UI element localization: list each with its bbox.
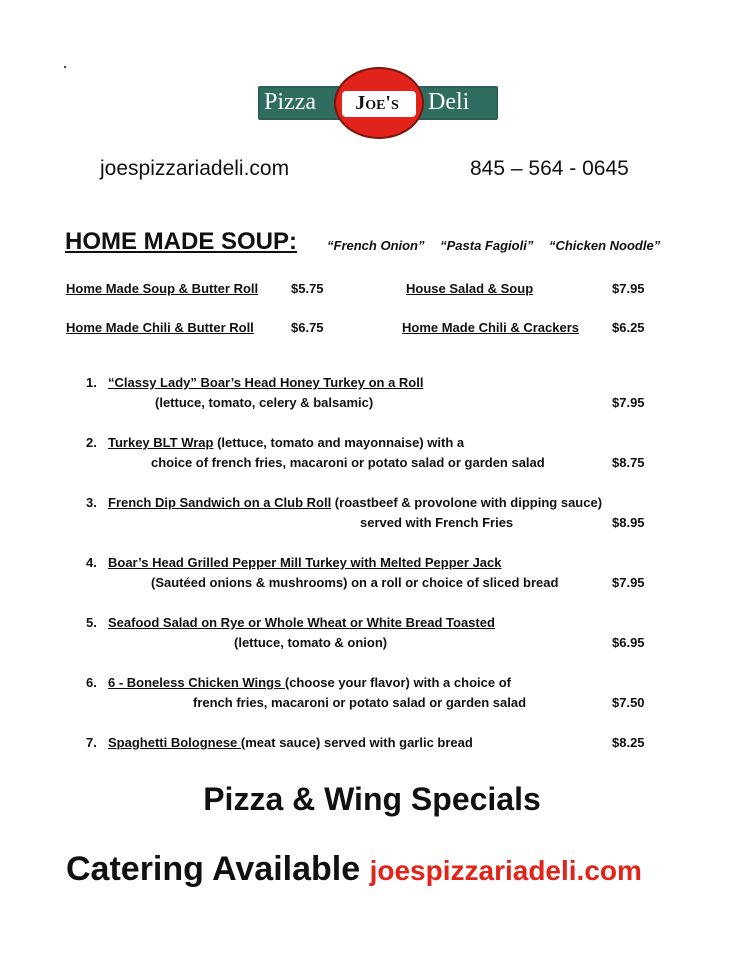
item-price: $8.75 xyxy=(612,455,645,470)
item-price: $8.25 xyxy=(612,735,645,750)
item-price: $7.95 xyxy=(612,395,645,410)
item-title: Spaghetti Bolognese (meat sauce) served with garlic bread xyxy=(108,735,473,750)
item-title: French Dip Sandwich on a Club Roll (roastbeef & provolone with dipping sauce) xyxy=(108,495,603,510)
catering-website-link[interactable]: joespizzariadeli.com xyxy=(369,855,642,886)
soup-flavor: “Chicken Noodle” xyxy=(548,238,661,253)
catering-label: Catering Available xyxy=(66,850,361,888)
item-title: “Classy Lady” Boar’s Head Honey Turkey on a Roll xyxy=(108,375,424,390)
combo-price: $6.75 xyxy=(291,320,324,335)
soup-flavor: “French Onion” xyxy=(327,238,425,253)
logo-text-deli: Deli xyxy=(428,89,470,115)
combo-price: $6.25 xyxy=(612,320,645,335)
item-title: Boar’s Head Grilled Pepper Mill Turkey with Melted Pepper Jack xyxy=(108,555,502,570)
item-title: Seafood Salad on Rye or Whole Wheat or White Bread Toasted xyxy=(108,615,495,630)
item-title: 6 - Boneless Chicken Wings (choose your flavor) with a choice of xyxy=(108,675,511,690)
item-detail: (Sautéed onions & mushrooms) on a roll or choice of sliced bread xyxy=(151,575,559,590)
item-price: $8.95 xyxy=(612,515,645,530)
item-number: 3. xyxy=(86,495,97,510)
soup-flavors xyxy=(327,238,672,253)
item-number: 6. xyxy=(86,675,97,690)
stray-dot xyxy=(64,66,66,68)
item-detail: (lettuce, tomato & onion) xyxy=(234,635,388,650)
item-number: 1. xyxy=(86,375,97,390)
item-price: $7.95 xyxy=(612,575,645,590)
combo-price: $5.75 xyxy=(291,281,324,296)
phone-number: 845 – 564 - 0645 xyxy=(470,157,629,180)
item-number: 4. xyxy=(86,555,97,570)
item-price: $6.95 xyxy=(612,635,645,650)
item-detail: served with French Fries xyxy=(360,515,514,530)
item-title: Turkey BLT Wrap (lettuce, tomato and mayonnaise) with a xyxy=(108,435,465,450)
combo-name: House Salad & Soup xyxy=(406,281,534,296)
combo-name: Home Made Chili & Butter Roll xyxy=(66,320,254,335)
item-price: $7.50 xyxy=(612,695,645,710)
item-detail: french fries, macaroni or potato salad or garden salad xyxy=(193,695,527,710)
logo-text-joes: Joe's xyxy=(355,92,399,114)
item-detail: choice of french fries, macaroni or potato salad or garden salad xyxy=(151,455,545,470)
combo-price: $7.95 xyxy=(612,281,645,296)
specials-heading: Pizza & Wing Specials xyxy=(203,781,541,817)
item-number: 5. xyxy=(86,615,97,630)
combo-name: Home Made Soup & Butter Roll xyxy=(66,281,259,296)
combo-name: Home Made Chili & Crackers xyxy=(402,320,580,335)
website-header[interactable]: joespizzariadeli.com xyxy=(100,157,290,180)
logo-text-pizza: Pizza xyxy=(264,89,316,115)
joes-logo xyxy=(258,67,498,139)
item-number: 7. xyxy=(86,735,97,750)
soup-flavor: “Pasta Fagioli” xyxy=(440,238,534,253)
catering-line xyxy=(66,850,642,889)
soup-heading: HOME MADE SOUP: xyxy=(65,228,298,255)
item-detail: (lettuce, tomato, celery & balsamic) xyxy=(155,395,374,410)
item-number: 2. xyxy=(86,435,97,450)
